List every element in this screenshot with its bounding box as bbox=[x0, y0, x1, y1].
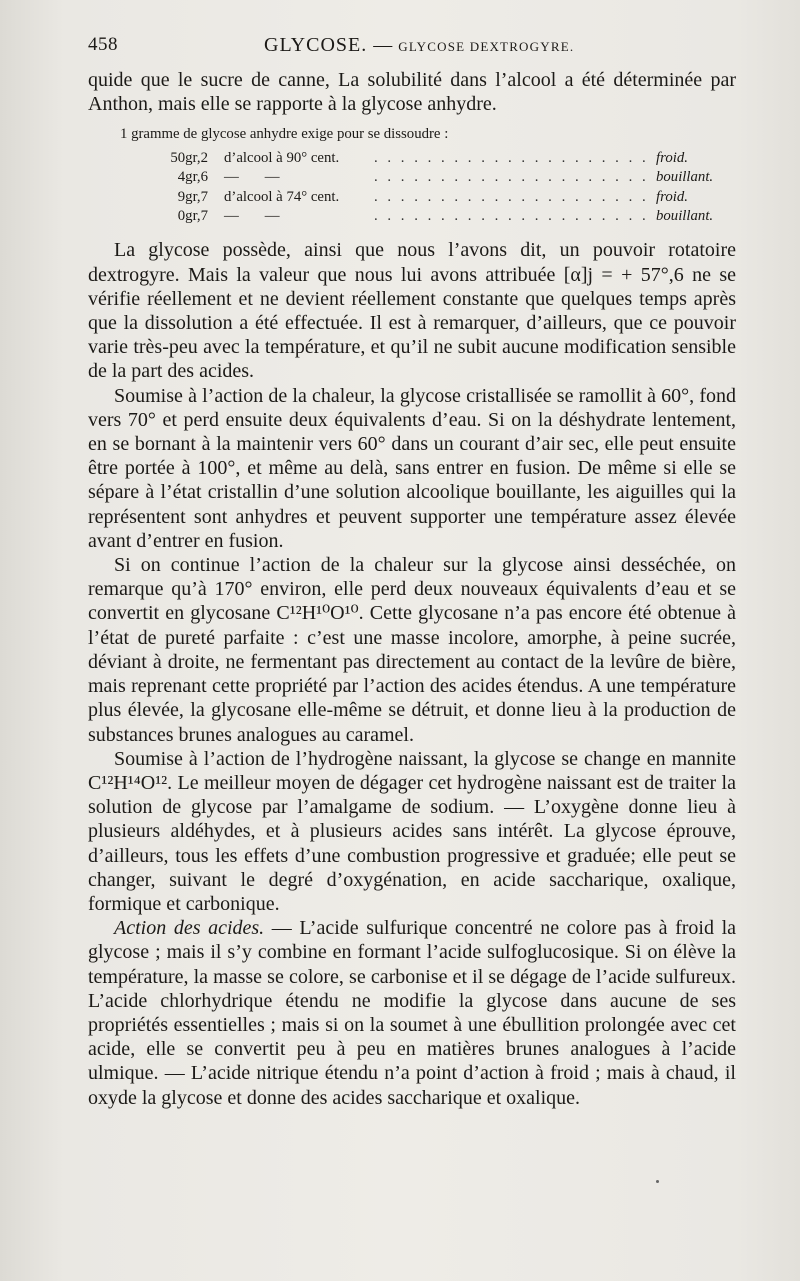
running-header bbox=[88, 34, 738, 64]
solubility-solvent: — — bbox=[224, 169, 280, 186]
solubility-condition: froid. bbox=[656, 149, 688, 166]
paragraph-glycosane: Si on continue l’action de la chaleur sur la glycose ainsi desséchée, on remarque qu’à 170° environ, elle perd deux nouveaux équivalents d’eau et se convertit en glycosane C¹²H¹⁰O¹⁰. Cette glycosane n’a pas encore été obtenue à l’état de pureté parfaite : c’est une masse incolore, amorphe, à peine sucrée, déviant à droite, ne fermentant pas directement au contact de la levûre de bière, mais reprenant cette propriété par l’action des acides étendus. A une température plus élevée, la glycosane elle-même se détruit, et donne lieu à la production de substances brunes analogues au caramel. bbox=[88, 554, 736, 746]
chapter-title: GLYCOSE. bbox=[264, 34, 368, 56]
page-number: 458 bbox=[88, 34, 118, 55]
paragraph-hydrogen-action: Soumise à l’action de l’hydrogène naissant, la glycose se change en mannite C¹²H¹⁴O¹². Le meilleur moyen de dégager cet hydrogène naissant est de traiter la solution de glycose par l’amalgame de sodium. — L’oxygène donne lieu à plusieurs aldéhydes, et à plusieurs acides sans intérêt. La glycose éprouve, d’ailleurs, tous les effets d’une combustion progressive et graduée; elle peut se changer, suivant le degré d’oxygénation, en acide saccharique, oxalique, formique et carbonique. bbox=[88, 747, 736, 915]
paragraph-heat-action: Soumise à l’action de la chaleur, la glycose cristallisée se ramollit à 60°, fond vers 70° et perd ensuite deux équivalents d’eau. Si on la déshydrate lentement, en se bornant à la maintenir vers 60° dans un courant d’air sec, elle peut ensuite être portée à 100°, et même au delà, sans entrer en fusion. De même si elle se sépare à l’état cristallin d’une solution alcoolique bouillante, les aiguilles qui la représentent sont anhydres et peuvent supporter une température assez élevée avant d’entrer en fusion. bbox=[88, 384, 736, 552]
solubility-row bbox=[88, 188, 736, 207]
solubility-condition: bouillant. bbox=[656, 169, 714, 186]
solubility-row bbox=[88, 207, 736, 226]
solubility-amount: 4gr,6 bbox=[177, 169, 208, 186]
solubility-solvent: — — bbox=[224, 208, 280, 225]
solubility-solvent: d’alcool à 74° cent. bbox=[224, 188, 340, 205]
running-title bbox=[264, 34, 574, 57]
solubility-row bbox=[88, 149, 736, 168]
solubility-solvent: d’alcool à 90° cent. bbox=[224, 149, 340, 166]
paragraph-rotatory-power: La glycose possède, ainsi que nous l’avons dit, un pouvoir rotatoire dextrogyre. Mais la valeur que nous lui avons attribuée [α]j = + 57°,6 ne se vérifie réellement et ne devient réellement constante que quelques temps après que la dissolution a été effectuée. Il est à remarquer, d’ailleurs, que ce pouvoir varie très-peu avec la température, et qu’il ne subit aucune modification sensible de la part des acides. bbox=[88, 239, 736, 383]
solubility-condition: froid. bbox=[656, 188, 688, 205]
print-speck bbox=[656, 1180, 659, 1183]
section-heading-acids: Action des acides. bbox=[114, 917, 265, 940]
solubility-intro: 1 gramme de glycose anhydre exige pour se dissoudre : bbox=[120, 126, 449, 143]
solubility-amount: 9gr,7 bbox=[177, 188, 208, 205]
dot-leader bbox=[374, 207, 650, 226]
solubility-condition: bouillant. bbox=[656, 208, 714, 225]
title-dash: — bbox=[373, 35, 393, 56]
dot-leader bbox=[374, 149, 650, 168]
solubility-table bbox=[88, 125, 736, 226]
body-text bbox=[88, 68, 736, 1110]
solubility-amount: 0gr,7 bbox=[177, 208, 208, 225]
paragraph-acid-action bbox=[88, 916, 736, 1110]
dot-leader bbox=[374, 168, 650, 187]
paragraph-acid-text: — L’acide sulfurique concentré ne colore pas à froid la glycose ; mais il s’y combine en formant l’acide sulfoglucosique. Si on élève la température, la masse se colore, se carbonise et il se dégage de l’acide sulfureux. L’acide chlorhydrique étendu ne modifie la glycose dans aucune de ses propriétés essentielles ; mais si on la soumet à une ébullition prolongée avec cet acide, elle se convertit peu à peu en matières brunes analogues à l’acide ulmique. — L’acide nitrique étendu n’a point d’action à froid ; mais à chaud, il oxyde la glycose et donne des acides saccharique et oxalique. bbox=[88, 917, 736, 1109]
solubility-amount: 50gr,2 bbox=[170, 149, 208, 166]
dot-leader bbox=[374, 188, 650, 207]
section-subtitle: GLYCOSE DEXTROGYRE. bbox=[398, 39, 575, 54]
solubility-row bbox=[88, 168, 736, 187]
paragraph-intro: quide que le sucre de canne, La solubilité dans l’alcool a été déterminée par Anthon, mais elle se rapporte à la glycose anhydre. bbox=[88, 69, 736, 116]
